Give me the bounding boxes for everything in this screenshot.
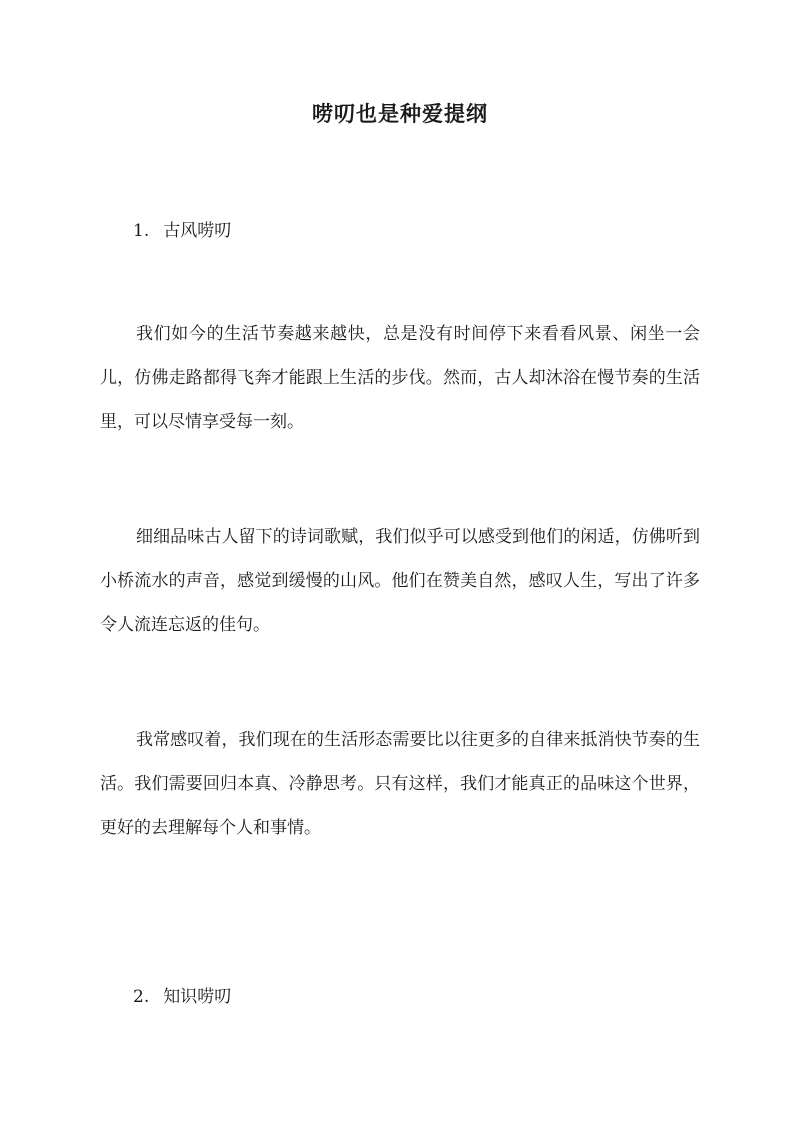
paragraph: 细细品味古人留下的诗词歌赋，我们似乎可以感受到他们的闲适，仿佛听到小桥流水的声音，感觉到缓慢的山风。他们在赞美自然，感叹人生，写出了许多令人流连忘返的佳句。 — [100, 527, 700, 635]
section-heading-2 — [133, 982, 231, 1007]
paragraph: 我们如今的生活节奏越来越快，总是没有时间停下来看看风景、闲坐一会儿，仿佛走路都得飞奔才能跟上生活的步伐。然而，古人却沐浴在慢节奏的生活里，可以尽情享受每一刻。 — [100, 324, 700, 432]
section-heading-text: 古风唠叨 — [163, 221, 232, 241]
paragraph: 我常感叹着，我们现在的生活形态需要比以往更多的自律来抵消快节奏的生活。我们需要回归本真、冷静思考。只有这样，我们才能真正的品味这个世界，更好的去理解每个人和事情。 — [100, 730, 700, 838]
document-title: 唠叨也是种爱提纲 — [312, 101, 488, 126]
section-number: 2. — [133, 987, 150, 1007]
section-number: 1. — [133, 221, 150, 241]
section-heading-1 — [133, 216, 231, 241]
section-heading-text: 知识唠叨 — [163, 987, 232, 1007]
